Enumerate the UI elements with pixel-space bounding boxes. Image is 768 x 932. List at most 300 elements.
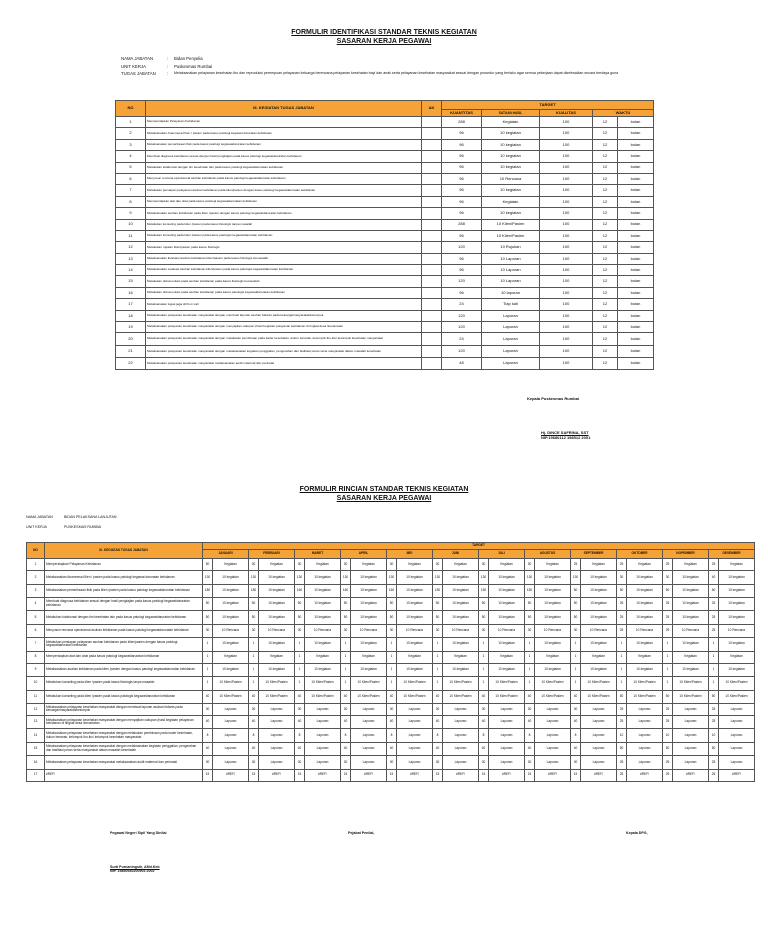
row-no: 13 xyxy=(116,253,146,264)
row-waktu-number: 12 xyxy=(593,322,618,333)
row-kuantitas: 96 xyxy=(442,208,482,219)
row-satuan: Kegiatan xyxy=(482,117,540,128)
row-ak xyxy=(422,310,442,321)
info-row xyxy=(121,56,641,62)
month-qty: 15 xyxy=(433,769,443,781)
month-qty: 1 xyxy=(433,638,443,651)
month-qty: 180 xyxy=(203,584,213,597)
month-qty: 1 xyxy=(387,663,397,676)
month-qty: 50 xyxy=(663,742,673,755)
doc2-sign-nip: NIP. 19850930200903 2002 xyxy=(110,869,155,873)
doc1-sign-title: Kepala Puskesmas Rumbai xyxy=(527,396,580,401)
month-unit: Laporan xyxy=(719,742,755,755)
month-header: FEBRUARI xyxy=(249,550,295,559)
month-unit: Laporan xyxy=(489,729,525,742)
row-kegiatan: Melaksanakan pelayanan kesehatan masyarakat dengan menyajikan cakupan (hasil kegiatan pelayanan kebidanan di tingkat desa /kecamatan xyxy=(146,322,422,333)
month-qty: 1 xyxy=(663,677,673,690)
doc1-sign-name: Hj. DINCE SAFRINA, SST xyxy=(541,430,589,435)
month-unit: Kegiatan xyxy=(489,559,525,571)
row-satuan: 10 Laporan xyxy=(482,265,540,276)
month-qty: 25 xyxy=(709,703,719,715)
month-qty: 30 xyxy=(203,703,213,715)
row-kegiatan: Melakukan rujukan klien/pasien pada kasus fisiologis xyxy=(146,242,422,253)
row-no: 14 xyxy=(116,265,146,276)
month-unit: 10 Klien/Pasien xyxy=(397,677,433,690)
month-unit: 10 kegiatan xyxy=(673,571,709,584)
table-row xyxy=(116,185,654,196)
month-unit: Laporan xyxy=(673,703,709,715)
row-kegiatan: Mempersiapkan alat dan obat pada kasus patologi kegawatdaruratan kebidanan xyxy=(146,196,422,207)
row-waktu-unit: bulan xyxy=(618,117,654,128)
table-row xyxy=(27,716,755,729)
month-unit: 10 kegiatan xyxy=(489,663,525,676)
month-unit: Kegiatan xyxy=(305,651,341,663)
month-qty: 40 xyxy=(479,742,489,755)
month-qty: 1 xyxy=(709,677,719,690)
row-kegiatan: Melaksanakan pelayanan kesehatan masyarakat melaksanakan audit maternal dan perinatal xyxy=(45,756,203,769)
month-unit: 10 kegiatan xyxy=(627,571,663,584)
month-qty: 1 xyxy=(341,638,351,651)
month-qty: 50 xyxy=(433,611,443,624)
row-satuan: 10 kegiatan xyxy=(482,139,540,150)
month-qty: 30 xyxy=(571,703,581,715)
row-kuantitas: 288 xyxy=(442,219,482,230)
row-kuantitas: 96 xyxy=(442,287,482,298)
month-unit: Kegiatan xyxy=(535,651,571,663)
month-unit: Laporan xyxy=(489,756,525,769)
month-qty: 40 xyxy=(249,690,259,703)
month-unit: Laporan xyxy=(397,716,433,729)
month-unit: #REF! xyxy=(305,769,341,781)
month-unit: #REF! xyxy=(719,769,755,781)
month-unit: Laporan xyxy=(627,756,663,769)
month-qty: 50 xyxy=(663,690,673,703)
month-unit: 10 kegiatan xyxy=(213,638,249,651)
month-qty: 130 xyxy=(387,571,397,584)
month-unit: 10 Klien/Pasien xyxy=(213,677,249,690)
month-unit: Kegiatan xyxy=(673,651,709,663)
row-kuantitas: 96 xyxy=(442,230,482,241)
month-qty: 25 xyxy=(709,769,719,781)
month-qty: 1 xyxy=(203,677,213,690)
row-kegiatan: Melaksanakan pelayanan kesehatan masyarakat dengan melaksanakan kegiatan penggalian, pengerahan dan fasilitasi peran serta masyarakat dalam masalah kesehatan xyxy=(146,345,422,357)
table-row xyxy=(27,638,755,651)
month-qty: 10 xyxy=(617,729,627,742)
month-qty: 130 xyxy=(571,571,581,584)
month-qty: 30 xyxy=(525,559,535,571)
row-satuan: 10 Rencana xyxy=(482,173,540,184)
month-unit: Laporan xyxy=(673,716,709,729)
month-qty: 15 xyxy=(295,769,305,781)
month-qty: 25 xyxy=(663,756,673,769)
month-unit: Laporan xyxy=(535,742,571,755)
row-kualitas: 100 xyxy=(540,345,593,357)
month-unit: 10 kegiatan xyxy=(443,663,479,676)
month-unit: Laporan xyxy=(259,756,295,769)
table-row xyxy=(116,196,654,207)
row-kualitas: 100 xyxy=(540,139,593,150)
month-unit: 10 kegiatan xyxy=(259,584,295,597)
table-row xyxy=(27,756,755,769)
month-qty: 40 xyxy=(525,716,535,729)
month-qty: 30 xyxy=(617,571,627,584)
table-row xyxy=(116,287,654,298)
month-unit: Kegiatan xyxy=(397,559,433,571)
header-row xyxy=(27,543,755,550)
table-row xyxy=(116,128,654,139)
month-header: SEPTEMBER xyxy=(571,550,617,559)
row-kualitas: 100 xyxy=(540,117,593,128)
month-qty: 1 xyxy=(387,651,397,663)
month-unit: 10 kegiatan xyxy=(397,663,433,676)
row-no: 11 xyxy=(27,690,45,703)
month-header: NOPEMBER xyxy=(663,550,709,559)
month-unit: Laporan xyxy=(443,703,479,715)
month-qty: 30 xyxy=(479,559,489,571)
month-qty: 1 xyxy=(663,651,673,663)
month-unit: Laporan xyxy=(351,716,387,729)
month-unit: Laporan xyxy=(535,716,571,729)
month-unit: 10 kegiatan xyxy=(581,638,617,651)
month-unit: 10 kegiatan xyxy=(397,638,433,651)
month-unit: 10 kegiatan xyxy=(719,638,755,651)
month-unit: Kegiatan xyxy=(305,559,341,571)
month-unit: 10 Rencana xyxy=(259,624,295,637)
row-waktu-number: 12 xyxy=(593,265,618,276)
month-unit: 10 kegiatan xyxy=(489,611,525,624)
col-no-header: NO xyxy=(116,101,146,117)
row-kuantitas: 288 xyxy=(442,117,482,128)
info-value: Puskesmas Rumbai xyxy=(174,64,213,69)
month-qty: 50 xyxy=(617,690,627,703)
month-unit: 10 kegiatan xyxy=(673,611,709,624)
month-unit: 10 kegiatan xyxy=(443,597,479,610)
month-unit: Laporan xyxy=(627,742,663,755)
month-unit: Laporan xyxy=(535,703,571,715)
row-no: 9 xyxy=(27,663,45,676)
info-row xyxy=(26,524,326,530)
month-unit: Kegiatan xyxy=(627,559,663,571)
month-qty: 8 xyxy=(341,729,351,742)
info-value: Melaksanakan pelayanan kesehatan ibu dan reproduksi perempuan pelayanan keluarga berencana pelayanan kesehatan bayi dan anak serta pelayanan kesehatan masyarakat sesuai dengan prosedur yang berlaku agar semua pekerjaan dapat diselesaikan secara berdaya guna xyxy=(174,71,619,75)
month-unit: 10 Rencana xyxy=(719,624,755,637)
month-qty: 40 xyxy=(571,742,581,755)
month-unit: 10 kegiatan xyxy=(489,638,525,651)
month-qty: 15 xyxy=(571,769,581,781)
month-unit: Laporan xyxy=(305,742,341,755)
month-qty: 1 xyxy=(571,663,581,676)
row-waktu-number: 12 xyxy=(593,117,618,128)
month-qty: 25 xyxy=(709,611,719,624)
table-row xyxy=(116,242,654,253)
row-waktu-number: 12 xyxy=(593,151,618,162)
month-qty: 1 xyxy=(663,638,673,651)
month-qty: 50 xyxy=(479,597,489,610)
row-waktu-unit: bulan xyxy=(618,230,654,241)
month-unit: 10 Klien/Pasien xyxy=(443,677,479,690)
month-unit: 10 Rencana xyxy=(535,624,571,637)
info-value: PUSKESMAS RUMBAI xyxy=(64,525,102,529)
month-unit: 10 Klien/Pasien xyxy=(489,690,525,703)
month-qty: 15 xyxy=(203,769,213,781)
month-unit: 10 kegiatan xyxy=(259,611,295,624)
month-unit: 10 kegiatan xyxy=(489,584,525,597)
row-ak xyxy=(422,345,442,357)
row-kualitas: 100 xyxy=(540,322,593,333)
info-value: Bidan Penyelia xyxy=(174,56,203,61)
month-qty: 130 xyxy=(203,571,213,584)
month-unit: Laporan xyxy=(581,756,617,769)
month-header: DESEMBER xyxy=(709,550,755,559)
month-qty: 40 xyxy=(341,742,351,755)
month-qty: 30 xyxy=(525,624,535,637)
month-qty: 30 xyxy=(249,559,259,571)
row-satuan: 10 Rujukan xyxy=(482,242,540,253)
month-unit: Laporan xyxy=(719,716,755,729)
row-kegiatan: Melakukan konseling pada klien /pasien pada kasus patologis kegawatdaruratan kebidanan xyxy=(45,690,203,703)
row-satuan: 10 kegiatan xyxy=(482,151,540,162)
month-qty: 40 xyxy=(295,716,305,729)
month-qty: 1 xyxy=(525,663,535,676)
row-kegiatan: Melaksanakan Anamnesa Klien / pasien pada kasus patologi kegawat daruratan kebidanan xyxy=(146,128,422,139)
row-waktu-unit: bulan xyxy=(618,345,654,357)
month-qty: 50 xyxy=(709,690,719,703)
month-qty: 30 xyxy=(387,559,397,571)
month-unit: Laporan xyxy=(581,716,617,729)
row-waktu-number: 12 xyxy=(593,162,618,173)
table-row xyxy=(116,333,654,345)
row-kuantitas: 96 xyxy=(442,151,482,162)
month-qty: 30 xyxy=(203,756,213,769)
month-unit: 10 kegiatan xyxy=(627,597,663,610)
month-unit: 10 Klien/Pasien xyxy=(259,677,295,690)
month-qty: 130 xyxy=(525,571,535,584)
row-kegiatan: Melakukan kolaborasi dengan tim kesehatan lain pada kasus patologi kegawatdaruratan kebidanan xyxy=(45,611,203,624)
row-kegiatan: Membuat diagnosa kebidanan sesuai dengan hasil pengkajian pada kasus patologi kegawatdaruratan kebidanan xyxy=(146,151,422,162)
month-qty: 30 xyxy=(341,559,351,571)
col-kegiatan-header: III. KEGIATAN TUGAS JABATAN xyxy=(45,543,203,559)
row-waktu-number: 12 xyxy=(593,287,618,298)
row-no: 15 xyxy=(27,742,45,755)
month-qty: 130 xyxy=(341,571,351,584)
month-qty: 1 xyxy=(249,677,259,690)
row-waktu-unit: bulan xyxy=(618,219,654,230)
month-unit: Laporan xyxy=(397,756,433,769)
month-qty: 8 xyxy=(525,729,535,742)
month-unit: 10 Rencana xyxy=(489,624,525,637)
info-label: NAMA JABATAN xyxy=(121,56,154,61)
month-qty: 40 xyxy=(341,716,351,729)
month-qty: 25 xyxy=(617,769,627,781)
row-kualitas: 100 xyxy=(540,173,593,184)
month-qty: 50 xyxy=(433,597,443,610)
month-qty: 25 xyxy=(709,716,719,729)
month-header: JANUARI xyxy=(203,550,249,559)
month-unit: Kegiatan xyxy=(351,651,387,663)
month-qty: 1 xyxy=(479,663,489,676)
month-qty: 30 xyxy=(663,571,673,584)
month-unit: Laporan xyxy=(351,729,387,742)
table-row xyxy=(116,117,654,128)
doc2-subtitle: SASARAN KERJA PEGAWAI xyxy=(336,495,432,502)
month-unit: Laporan xyxy=(305,729,341,742)
table-row xyxy=(27,611,755,624)
table-row xyxy=(27,729,755,742)
month-unit: Laporan xyxy=(259,716,295,729)
row-satuan: 10 kegiatan xyxy=(482,185,540,196)
row-ak xyxy=(422,333,442,345)
month-unit: 10 kegiatan xyxy=(535,638,571,651)
month-unit: 10 kegiatan xyxy=(213,663,249,676)
month-unit: 10 kegiatan xyxy=(305,584,341,597)
month-qty: 40 xyxy=(341,690,351,703)
month-unit: Laporan xyxy=(443,742,479,755)
month-qty: 15 xyxy=(387,769,397,781)
month-qty: 25 xyxy=(617,624,627,637)
month-unit: 10 Rencana xyxy=(305,624,341,637)
month-unit: 10 Klien/Pasien xyxy=(581,677,617,690)
table-row xyxy=(116,208,654,219)
month-unit: 10 kegiatan xyxy=(443,584,479,597)
row-kualitas: 100 xyxy=(540,265,593,276)
month-unit: 10 kegiatan xyxy=(627,638,663,651)
row-kegiatan: Melaksanakan pelayanan kesehatan masyarakat dengan melakukan pembinaan pada kader kesehatan, dukun beranak, kelompok ibu-ibu/ kelompok kesehatan masyarakat xyxy=(45,729,203,742)
kualitas-header: KUALITAS xyxy=(540,110,593,117)
row-no: 8 xyxy=(116,196,146,207)
month-qty: 25 xyxy=(709,597,719,610)
month-qty: 1 xyxy=(479,677,489,690)
month-qty: 130 xyxy=(433,571,443,584)
row-waktu-unit: bulan xyxy=(618,287,654,298)
month-unit: 10 Klien/Pasien xyxy=(351,690,387,703)
month-unit: Laporan xyxy=(397,703,433,715)
satuan-header: SATUAN HASIL xyxy=(482,110,540,117)
month-qty: 30 xyxy=(387,624,397,637)
month-unit: 10 kegiatan xyxy=(305,638,341,651)
month-unit: #REF! xyxy=(535,769,571,781)
row-kegiatan: Melaksanakan pemeriksaan fisik pada kasus patologi kegawatdaruratan kebidanan xyxy=(146,139,422,150)
month-qty: 30 xyxy=(479,703,489,715)
row-satuan: Kegiatan xyxy=(482,196,540,207)
col-kegiatan-header: III. KEGIATAN TUGAS JABATAN xyxy=(146,101,422,117)
month-unit: Laporan xyxy=(673,742,709,755)
month-qty: 40 xyxy=(249,742,259,755)
row-waktu-unit: bulan xyxy=(618,253,654,264)
row-satuan: Laporan xyxy=(482,358,540,369)
month-qty: 1 xyxy=(203,638,213,651)
row-waktu-number: 12 xyxy=(593,345,618,357)
month-qty: 25 xyxy=(617,703,627,715)
month-unit: Laporan xyxy=(627,716,663,729)
month-qty: 30 xyxy=(479,624,489,637)
month-unit: Laporan xyxy=(581,729,617,742)
month-unit: 10 kegiatan xyxy=(351,663,387,676)
row-waktu-unit: bulan xyxy=(618,265,654,276)
month-unit: 10 Rencana xyxy=(581,624,617,637)
row-ak xyxy=(422,196,442,207)
table-row xyxy=(27,703,755,715)
month-qty: 50 xyxy=(617,584,627,597)
month-unit: 10 kegiatan xyxy=(673,597,709,610)
month-qty: 25 xyxy=(663,611,673,624)
month-unit: Laporan xyxy=(581,703,617,715)
month-qty: 150 xyxy=(433,584,443,597)
row-no: 3 xyxy=(116,139,146,150)
row-no: 7 xyxy=(116,185,146,196)
table-row xyxy=(27,624,755,637)
month-qty: 130 xyxy=(295,571,305,584)
month-qty: 1 xyxy=(249,663,259,676)
month-unit: Kegiatan xyxy=(351,559,387,571)
month-unit: Laporan xyxy=(305,703,341,715)
row-no: 19 xyxy=(116,322,146,333)
month-qty: 40 xyxy=(433,690,443,703)
month-qty: 15 xyxy=(525,769,535,781)
table-row xyxy=(27,559,755,571)
month-unit: Kegiatan xyxy=(719,559,755,571)
month-qty: 1 xyxy=(387,677,397,690)
month-unit: 10 kegiatan xyxy=(489,571,525,584)
month-qty: 30 xyxy=(341,756,351,769)
row-kualitas: 100 xyxy=(540,208,593,219)
row-no: 6 xyxy=(27,624,45,637)
month-qty: 40 xyxy=(295,690,305,703)
month-qty: 1 xyxy=(617,677,627,690)
month-qty: 150 xyxy=(479,584,489,597)
month-unit: 10 kegiatan xyxy=(535,597,571,610)
row-no: 2 xyxy=(116,128,146,139)
month-unit: 10 Klien/Pasien xyxy=(489,677,525,690)
month-unit: Laporan xyxy=(259,703,295,715)
month-unit: #REF! xyxy=(259,769,295,781)
month-unit: 10 Klien/Pasien xyxy=(719,690,755,703)
month-qty: 8 xyxy=(479,729,489,742)
row-ak xyxy=(422,265,442,276)
row-waktu-number: 12 xyxy=(593,219,618,230)
row-kualitas: 100 xyxy=(540,162,593,173)
row-waktu-number: 12 xyxy=(593,310,618,321)
row-kegiatan: Melaksanakan Anamnesa Klien / pasien pada kasus patologi kegawat daruratan kebidanan xyxy=(45,571,203,584)
table-row xyxy=(116,253,654,264)
month-unit: 10 Rencana xyxy=(397,624,433,637)
month-qty: 50 xyxy=(203,611,213,624)
month-qty: 1 xyxy=(571,651,581,663)
month-qty: 25 xyxy=(571,559,581,571)
month-qty: 40 xyxy=(479,716,489,729)
row-kegiatan: Menyusun rencana operasional asuhan kebidanan pada kasus patologi kegawatdaruratan kebidanan xyxy=(146,173,422,184)
row-no: 21 xyxy=(116,345,146,357)
row-kuantitas: 96 xyxy=(442,185,482,196)
month-unit: 10 kegiatan xyxy=(443,611,479,624)
doc1-sign-nip: NIP.19680112 198512 2001 xyxy=(541,435,591,440)
row-ak xyxy=(422,117,442,128)
month-qty: 40 xyxy=(525,690,535,703)
row-ak xyxy=(422,128,442,139)
month-qty: 50 xyxy=(203,559,213,571)
info-row xyxy=(121,64,641,70)
month-qty: 50 xyxy=(571,597,581,610)
row-satuan: 10 kegiatan xyxy=(482,208,540,219)
row-kegiatan: Melakukan konseling pada klien /pasien pada kasus fisiologis tanpa masalah xyxy=(45,677,203,690)
month-unit: 10 kegiatan xyxy=(581,597,617,610)
row-kualitas: 100 xyxy=(540,242,593,253)
row-kuantitas: 120 xyxy=(442,345,482,357)
table-row xyxy=(27,584,755,597)
row-waktu-number: 12 xyxy=(593,253,618,264)
month-qty: 40 xyxy=(571,690,581,703)
month-unit: Laporan xyxy=(489,742,525,755)
row-no: 16 xyxy=(27,756,45,769)
